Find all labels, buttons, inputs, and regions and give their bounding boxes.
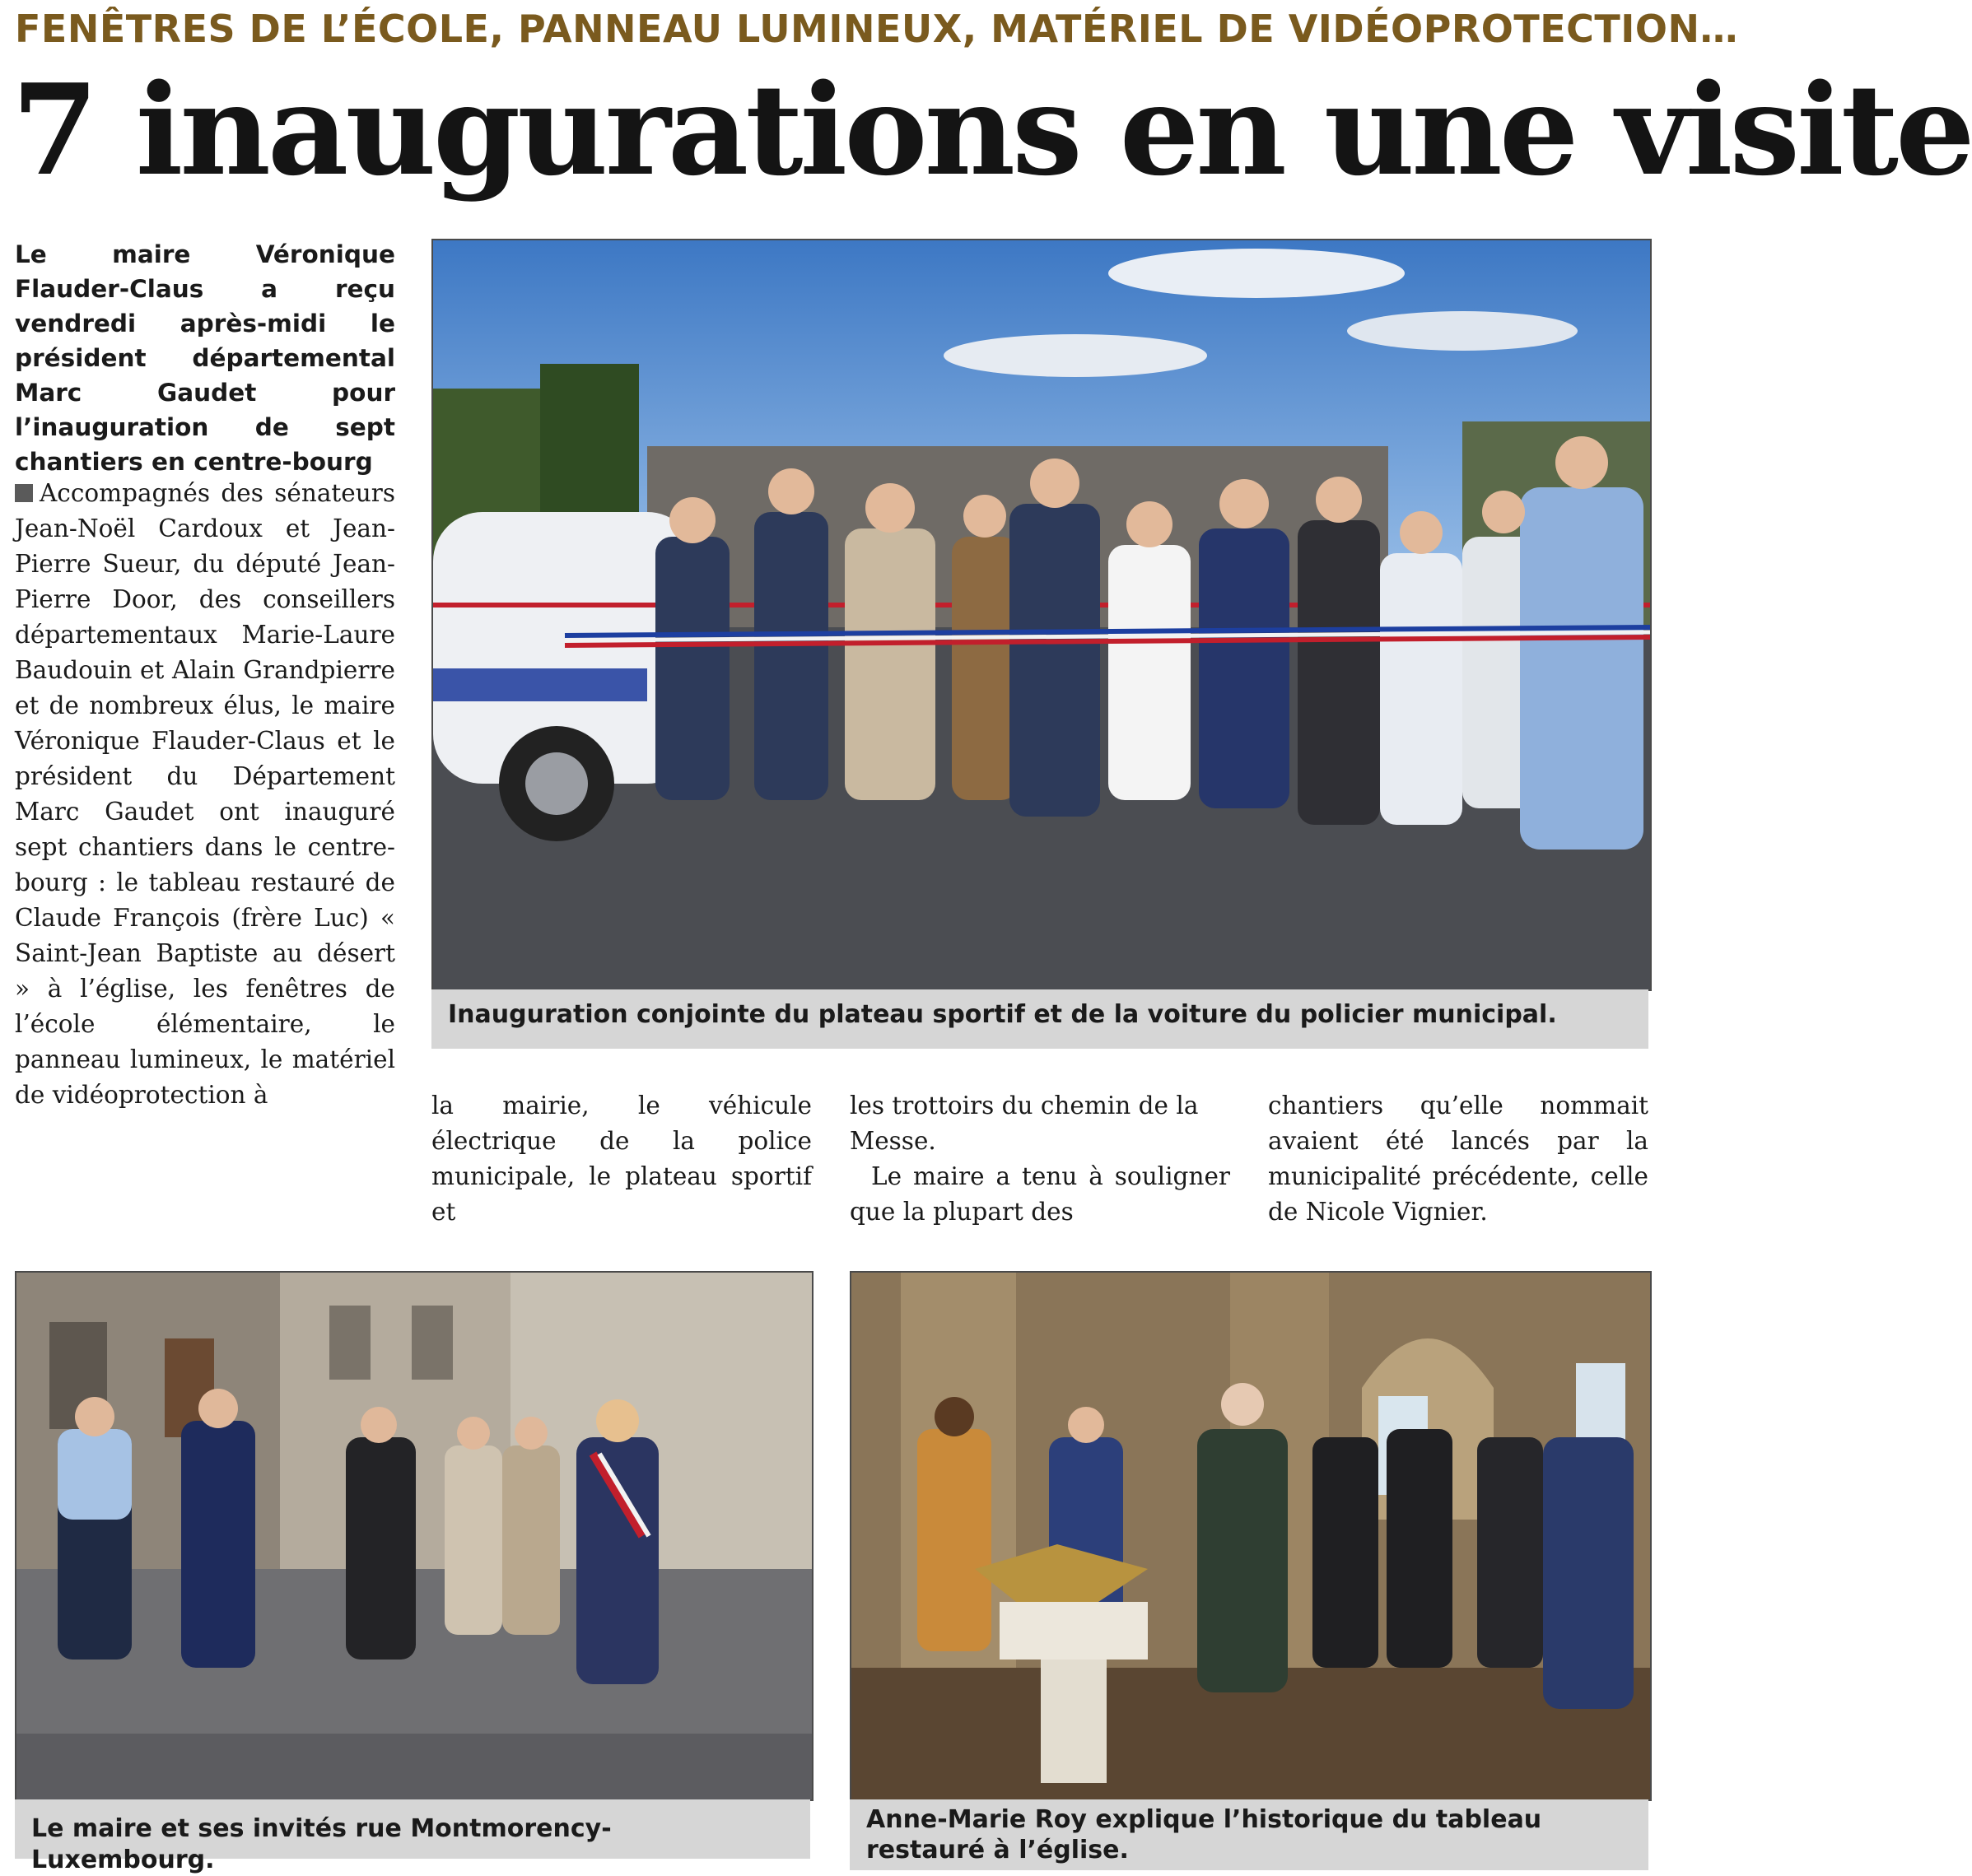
lead-paragraph: Le maire Véronique Flauder-Claus a reçu vendredi après-midi le président départemental Marc Gaudet pour l’inauguration de sept chantiers en centre-bourg <box>15 240 395 476</box>
body-column-1 <box>15 476 395 1113</box>
body-column-2 <box>431 1088 812 1230</box>
body-text-part1: Accompagnés des sénateurs Jean-Noël Cardoux et Jean-Pierre Sueur, du député Jean-Pierre Door, des conseillers départementaux Marie-Laure Baudouin et Alain Grandpierre et de nombreux élus, le maire Véronique Flauder-Claus et le président du Département Marc Gaudet ont inauguré sept chantiers dans le centre-bourg : le tableau restauré de Claude François (frère Luc) « Saint-Jean Baptiste au désert » à l’église, les fenêtres de l’école élémentaire, le panneau lumineux, le matériel de vidéoprotection à <box>15 479 395 1109</box>
body-text-part3a: les trottoirs du chemin de la Messe. <box>850 1092 1199 1155</box>
street-photo-caption: Le maire et ses invités rue Montmorency-Luxembourg. <box>15 1799 810 1859</box>
body-text-part3b: Le maire a tenu à souligner que la plupart des <box>850 1162 1230 1226</box>
street-photo-image <box>16 1273 812 1799</box>
paragraph-bullet-icon <box>15 484 33 502</box>
headline: 7 inaugurations en une visite <box>12 56 1972 203</box>
church-photo-caption: Anne-Marie Roy explique l’historique du tableau restauré à l’église. <box>850 1799 1648 1870</box>
body-text-part2: la mairie, le véhicule électrique de la police municipale, le plateau sportif et <box>431 1092 812 1226</box>
main-photo-image <box>433 240 1650 989</box>
body-text-part3b-wrap <box>850 1159 1230 1230</box>
kicker: FENÊTRES DE L’ÉCOLE, PANNEAU LUMINEUX, MATÉRIEL DE VIDÉOPROTECTION… <box>15 7 1739 51</box>
body-text-part4: chantiers qu’elle nommait avaient été lancés par la municipalité précédente, celle de Nicole Vignier. <box>1268 1092 1648 1226</box>
main-photo <box>431 239 1652 991</box>
church-photo <box>850 1271 1652 1801</box>
street-photo <box>15 1271 814 1801</box>
body-column-4 <box>1268 1088 1648 1230</box>
body-column-3 <box>850 1088 1230 1230</box>
church-photo-image <box>851 1273 1650 1799</box>
main-photo-caption: Inauguration conjointe du plateau sportif et de la voiture du policier municipal. <box>431 989 1648 1049</box>
